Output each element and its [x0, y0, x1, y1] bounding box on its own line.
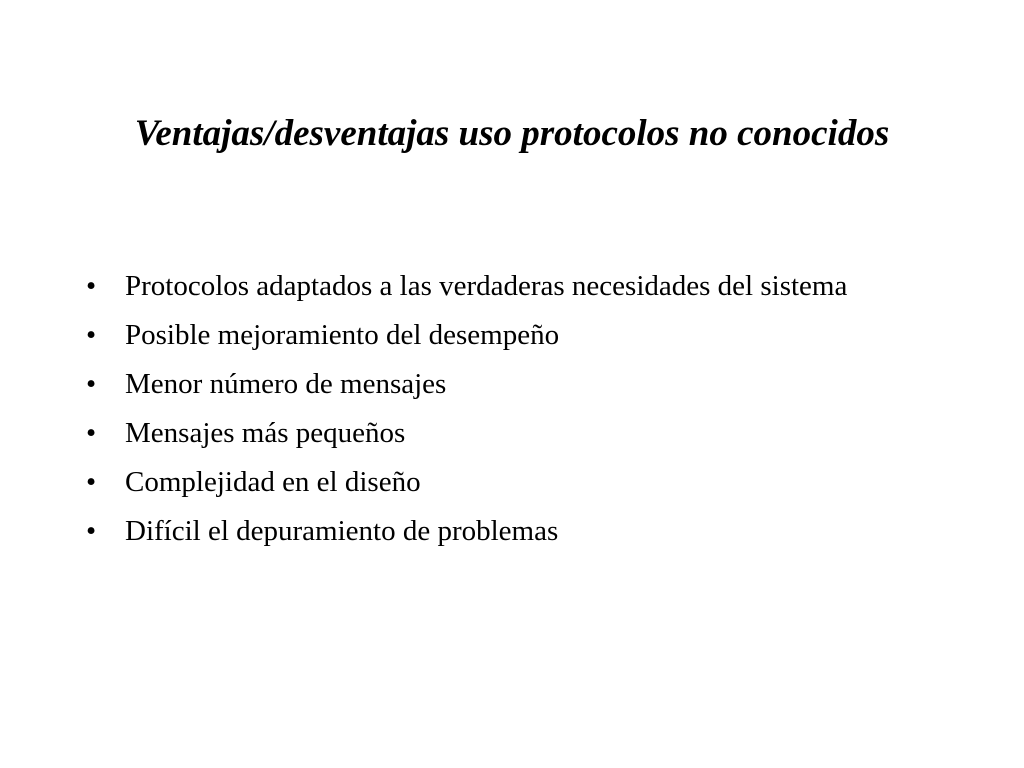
bullet-list	[86, 266, 906, 560]
bullet-text: Menor número de mensajes	[125, 368, 447, 400]
bullet-icon: •	[86, 466, 97, 498]
bullet-icon: •	[86, 368, 97, 400]
list-item	[86, 315, 906, 355]
list-item	[86, 413, 906, 453]
slide-title: Ventajas/desventajas uso protocolos no conocidos	[134, 113, 890, 154]
list-item	[86, 364, 906, 404]
bullet-text: Difícil el depuramiento de problemas	[125, 515, 559, 547]
bullet-text: Posible mejoramiento del desempeño	[125, 319, 560, 351]
list-item	[86, 511, 906, 551]
bullet-text: Protocolos adaptados a las verdaderas necesidades del sistema	[125, 270, 848, 302]
bullet-icon: •	[86, 417, 97, 449]
bullet-text: Complejidad en el diseño	[125, 466, 421, 498]
list-item	[86, 462, 906, 502]
bullet-icon: •	[86, 270, 97, 302]
list-item	[86, 266, 906, 306]
bullet-text: Mensajes más pequeños	[125, 417, 406, 449]
bullet-icon: •	[86, 319, 97, 351]
bullet-icon: •	[86, 515, 97, 547]
